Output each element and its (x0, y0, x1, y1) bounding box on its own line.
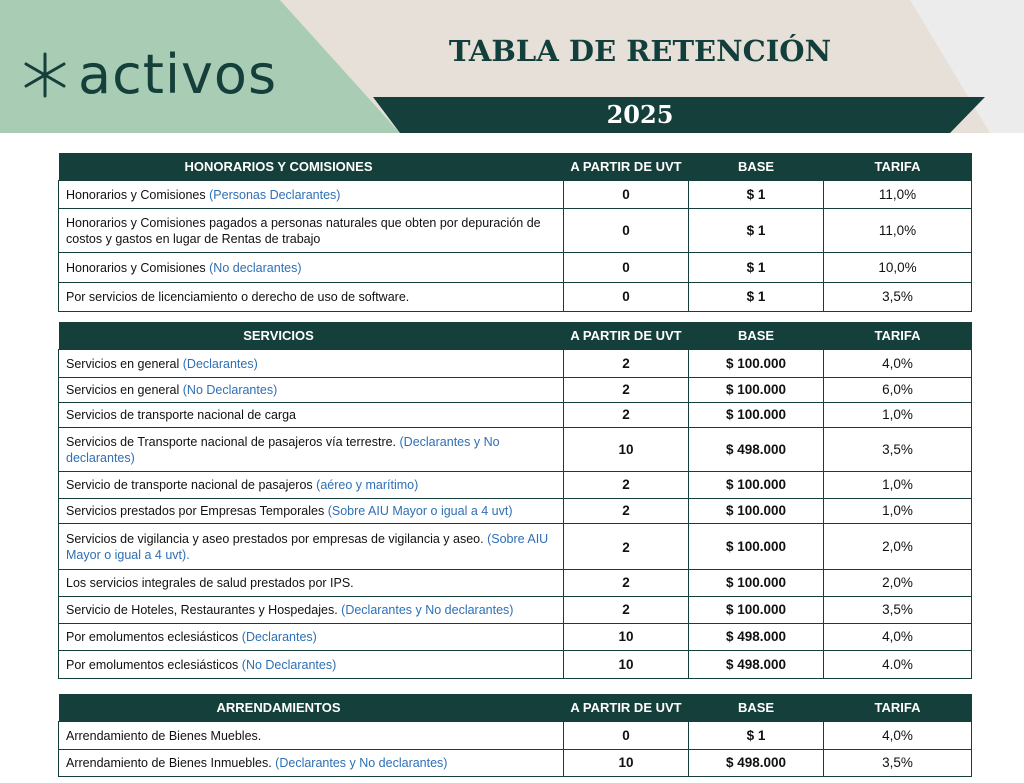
uvt-cell: 10 (564, 624, 689, 651)
rate-cell: 3,5% (824, 283, 972, 312)
rate-cell: 3,5% (824, 597, 972, 624)
logo-text: activos (78, 43, 278, 106)
base-cell: $ 100.000 (689, 524, 824, 570)
uvt-cell: 10 (564, 651, 689, 679)
uvt-cell: 0 (564, 283, 689, 312)
table-header-row (59, 322, 972, 350)
concept-note: (No declarantes) (209, 260, 302, 275)
uvt-cell: 0 (564, 181, 689, 209)
rate-cell: 1,0% (824, 472, 972, 499)
col-header-uvt: A PARTIR DE UVT (564, 153, 689, 181)
table-row (59, 472, 972, 499)
concept-note: (Sobre AIU Mayor o igual a 4 uvt) (327, 504, 513, 518)
concept-cell: Servicio de transporte nacional de pasajeros (aéreo y marítimo) (59, 472, 564, 499)
rate-cell: 1,0% (824, 499, 972, 524)
concept-note: (No Declarantes) (182, 383, 278, 397)
table-row (59, 350, 972, 378)
table-row (59, 722, 972, 750)
col-header-rate: TARIFA (824, 694, 972, 722)
uvt-cell: 2 (564, 350, 689, 378)
table-row (59, 570, 972, 597)
base-cell: $ 100.000 (689, 350, 824, 378)
concept-cell: Por servicios de licenciamiento o derecho de uso de software. (59, 283, 564, 312)
section-title: SERVICIOS (59, 322, 564, 350)
col-header-uvt: A PARTIR DE UVT (564, 694, 689, 722)
table-row (59, 283, 972, 312)
servicios-table (58, 322, 972, 679)
concept-cell: Servicios de vigilancia y aseo prestados por empresas de vigilancia y aseo. (Sobre AIU Mayor o igual a 4 uvt). (59, 524, 564, 570)
base-cell: $ 100.000 (689, 597, 824, 624)
uvt-cell: 0 (564, 209, 689, 253)
table-row (59, 524, 972, 570)
section-title: ARRENDAMIENTOS (59, 694, 564, 722)
uvt-cell: 0 (564, 722, 689, 750)
table-row (59, 651, 972, 679)
concept-note: (Personas Declarantes) (209, 187, 341, 202)
table-row (59, 209, 972, 253)
col-header-rate: TARIFA (824, 322, 972, 350)
base-cell: $ 1 (689, 181, 824, 209)
base-cell: $ 100.000 (689, 499, 824, 524)
header-banner (0, 0, 1024, 133)
concept-note: (Declarantes y No declarantes) (341, 603, 514, 617)
uvt-cell: 2 (564, 524, 689, 570)
base-cell: $ 498.000 (689, 624, 824, 651)
uvt-cell: 2 (564, 403, 689, 428)
concept-note: (Declarantes) (241, 630, 317, 644)
col-header-base: BASE (689, 694, 824, 722)
section-title: HONORARIOS Y COMISIONES (59, 153, 564, 181)
base-cell: $ 498.000 (689, 428, 824, 472)
concept-cell: Servicios en general (No Declarantes) (59, 378, 564, 403)
rate-cell: 6,0% (824, 378, 972, 403)
table-row (59, 378, 972, 403)
uvt-cell: 10 (564, 428, 689, 472)
page-title: TABLA DE RETENCIÓN (448, 34, 832, 68)
rate-cell: 4,0% (824, 624, 972, 651)
concept-cell: Honorarios y Comisiones (No declarantes) (59, 253, 564, 283)
base-cell: $ 100.000 (689, 472, 824, 499)
table-row (59, 428, 972, 472)
rate-cell: 10,0% (824, 253, 972, 283)
rate-cell: 3,5% (824, 428, 972, 472)
col-header-rate: TARIFA (824, 153, 972, 181)
concept-cell: Los servicios integrales de salud prestados por IPS. (59, 570, 564, 597)
year-label: 2025 (606, 100, 674, 129)
uvt-cell: 2 (564, 570, 689, 597)
asterisk-icon (20, 50, 70, 100)
base-cell: $ 100.000 (689, 403, 824, 428)
concept-note: (aéreo y marítimo) (316, 478, 419, 492)
col-header-base: BASE (689, 322, 824, 350)
rate-cell: 2,0% (824, 524, 972, 570)
table-row (59, 750, 972, 777)
uvt-cell: 2 (564, 597, 689, 624)
table-row (59, 597, 972, 624)
concept-cell: Por emolumentos eclesiásticos (Declarantes) (59, 624, 564, 651)
rate-cell: 11,0% (824, 209, 972, 253)
table-row (59, 253, 972, 283)
concept-cell: Servicios en general (Declarantes) (59, 350, 564, 378)
concept-cell: Servicios prestados por Empresas Temporales (Sobre AIU Mayor o igual a 4 uvt) (59, 499, 564, 524)
honorarios-table (58, 153, 972, 312)
base-cell: $ 1 (689, 253, 824, 283)
concept-cell: Honorarios y Comisiones (Personas Declarantes) (59, 181, 564, 209)
uvt-cell: 10 (564, 750, 689, 777)
table-row (59, 499, 972, 524)
concept-cell: Servicio de Hoteles, Restaurantes y Hospedajes. (Declarantes y No declarantes) (59, 597, 564, 624)
uvt-cell: 2 (564, 472, 689, 499)
uvt-cell: 2 (564, 499, 689, 524)
base-cell: $ 498.000 (689, 750, 824, 777)
col-header-base: BASE (689, 153, 824, 181)
rate-cell: 3,5% (824, 750, 972, 777)
concept-cell: Por emolumentos eclesiásticos (No Declarantes) (59, 651, 564, 679)
concept-note: (Declarantes y No declarantes) (66, 434, 500, 465)
rate-cell: 4,0% (824, 722, 972, 750)
concept-cell: Arrendamiento de Bienes Muebles. (59, 722, 564, 750)
table-header-row (59, 694, 972, 722)
concept-note: (No Declarantes) (241, 657, 337, 672)
table-row (59, 624, 972, 651)
uvt-cell: 0 (564, 253, 689, 283)
concept-note: (Declarantes y No declarantes) (275, 756, 448, 770)
base-cell: $ 1 (689, 283, 824, 312)
concept-cell: Arrendamiento de Bienes Inmuebles. (Declarantes y No declarantes) (59, 750, 564, 777)
arrendamientos-table (58, 694, 972, 777)
activos-logo (20, 40, 277, 110)
uvt-cell: 2 (564, 378, 689, 403)
concept-cell: Servicios de Transporte nacional de pasajeros vía terrestre. (Declarantes y No declarantes) (59, 428, 564, 472)
rate-cell: 4.0% (824, 651, 972, 679)
col-header-uvt: A PARTIR DE UVT (564, 322, 689, 350)
base-cell: $ 498.000 (689, 651, 824, 679)
base-cell: $ 100.000 (689, 570, 824, 597)
concept-cell: Honorarios y Comisiones pagados a personas naturales que obten por depuración de costos y gastos en lugar de Rentas de trabajo (59, 209, 564, 253)
base-cell: $ 100.000 (689, 378, 824, 403)
table-row (59, 181, 972, 209)
base-cell: $ 1 (689, 722, 824, 750)
base-cell: $ 1 (689, 209, 824, 253)
rate-cell: 4,0% (824, 350, 972, 378)
table-header-row (59, 153, 972, 181)
rate-cell: 1,0% (824, 403, 972, 428)
concept-note: (Sobre AIU Mayor o igual a 4 uvt). (66, 531, 549, 562)
table-row (59, 403, 972, 428)
rate-cell: 2,0% (824, 570, 972, 597)
concept-cell: Servicios de transporte nacional de carga (59, 403, 564, 428)
concept-note: (Declarantes) (182, 356, 258, 371)
rate-cell: 11,0% (824, 181, 972, 209)
